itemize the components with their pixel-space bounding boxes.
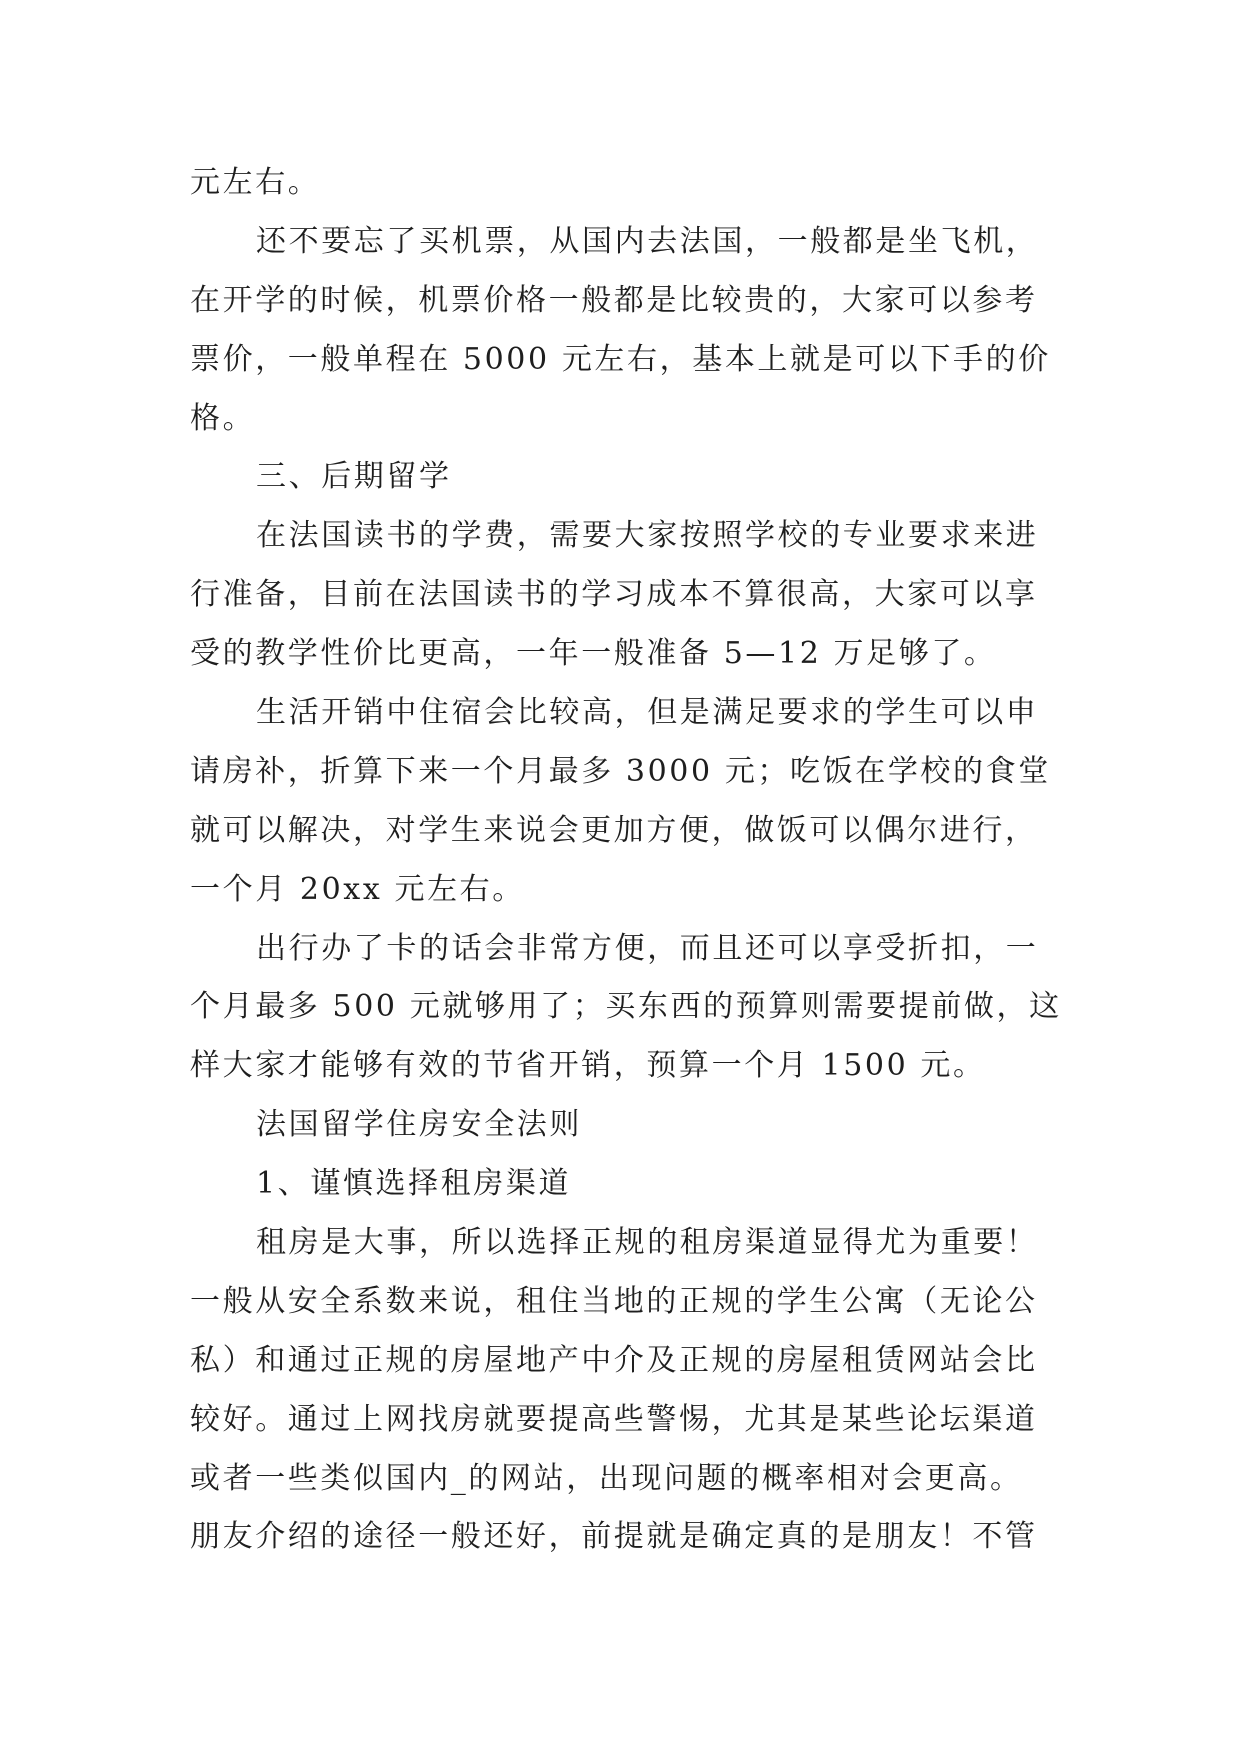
text-line: 受的教学性价比更高，一年一般准备 5—12 万足够了。 [190,636,997,672]
text-line: 个月最多 500 元就够用了；买东西的预算则需要提前做，这 [190,989,1062,1025]
section-heading: 三、后期留学 [256,459,452,495]
text-line: 在法国读书的学费，需要大家按照学校的专业要求来进 [256,518,1039,554]
text-line: 格。 [190,400,256,436]
text-line: 朋友介绍的途径一般还好，前提就是确定真的是朋友！不管 [190,1519,1038,1555]
text-line: 一个月 20xx 元左右。 [190,871,525,907]
text-line: 样大家才能够有效的节省开销，预算一个月 1500 元。 [190,1048,986,1084]
subsection-heading: 1、谨慎选择租房渠道 [256,1166,572,1202]
text-line: 票价，一般单程在 5000 元左右，基本上就是可以下手的价 [190,341,1051,377]
text-line: 租房是大事，所以选择正规的租房渠道显得尤为重要！ [256,1225,1039,1261]
text-line: 生活开销中住宿会比较高，但是满足要求的学生可以申 [256,695,1039,731]
document-body [190,154,1062,1567]
section-heading: 法国留学住房安全法则 [256,1107,582,1143]
text-line: 出行办了卡的话会非常方便，而且还可以享受折扣，一 [256,930,1039,966]
text-line: 行准备，目前在法国读书的学习成本不算很高，大家可以享 [190,577,1038,613]
text-line: 一般从安全系数来说，租住当地的正规的学生公寓（无论公 [190,1283,1038,1319]
text-line: 在开学的时候，机票价格一般都是比较贵的，大家可以参考 [190,282,1038,318]
text-line: 元左右。 [190,165,321,200]
text-line: 私）和通过正规的房屋地产中介及正规的房屋租赁网站会比 [190,1342,1038,1378]
text-line: 或者一些类似国内_的网站，出现问题的概率相对会更高。 [190,1460,1023,1496]
text-line: 还不要忘了买机票，从国内去法国，一般都是坐飞机， [256,223,1039,259]
text-line: 就可以解决，对学生来说会更加方便，做饭可以偶尔进行， [190,812,1038,848]
text-line: 较好。通过上网找房就要提高些警惕，尤其是某些论坛渠道 [190,1401,1038,1437]
text-line: 请房补，折算下来一个月最多 3000 元；吃饭在学校的食堂 [190,753,1051,789]
